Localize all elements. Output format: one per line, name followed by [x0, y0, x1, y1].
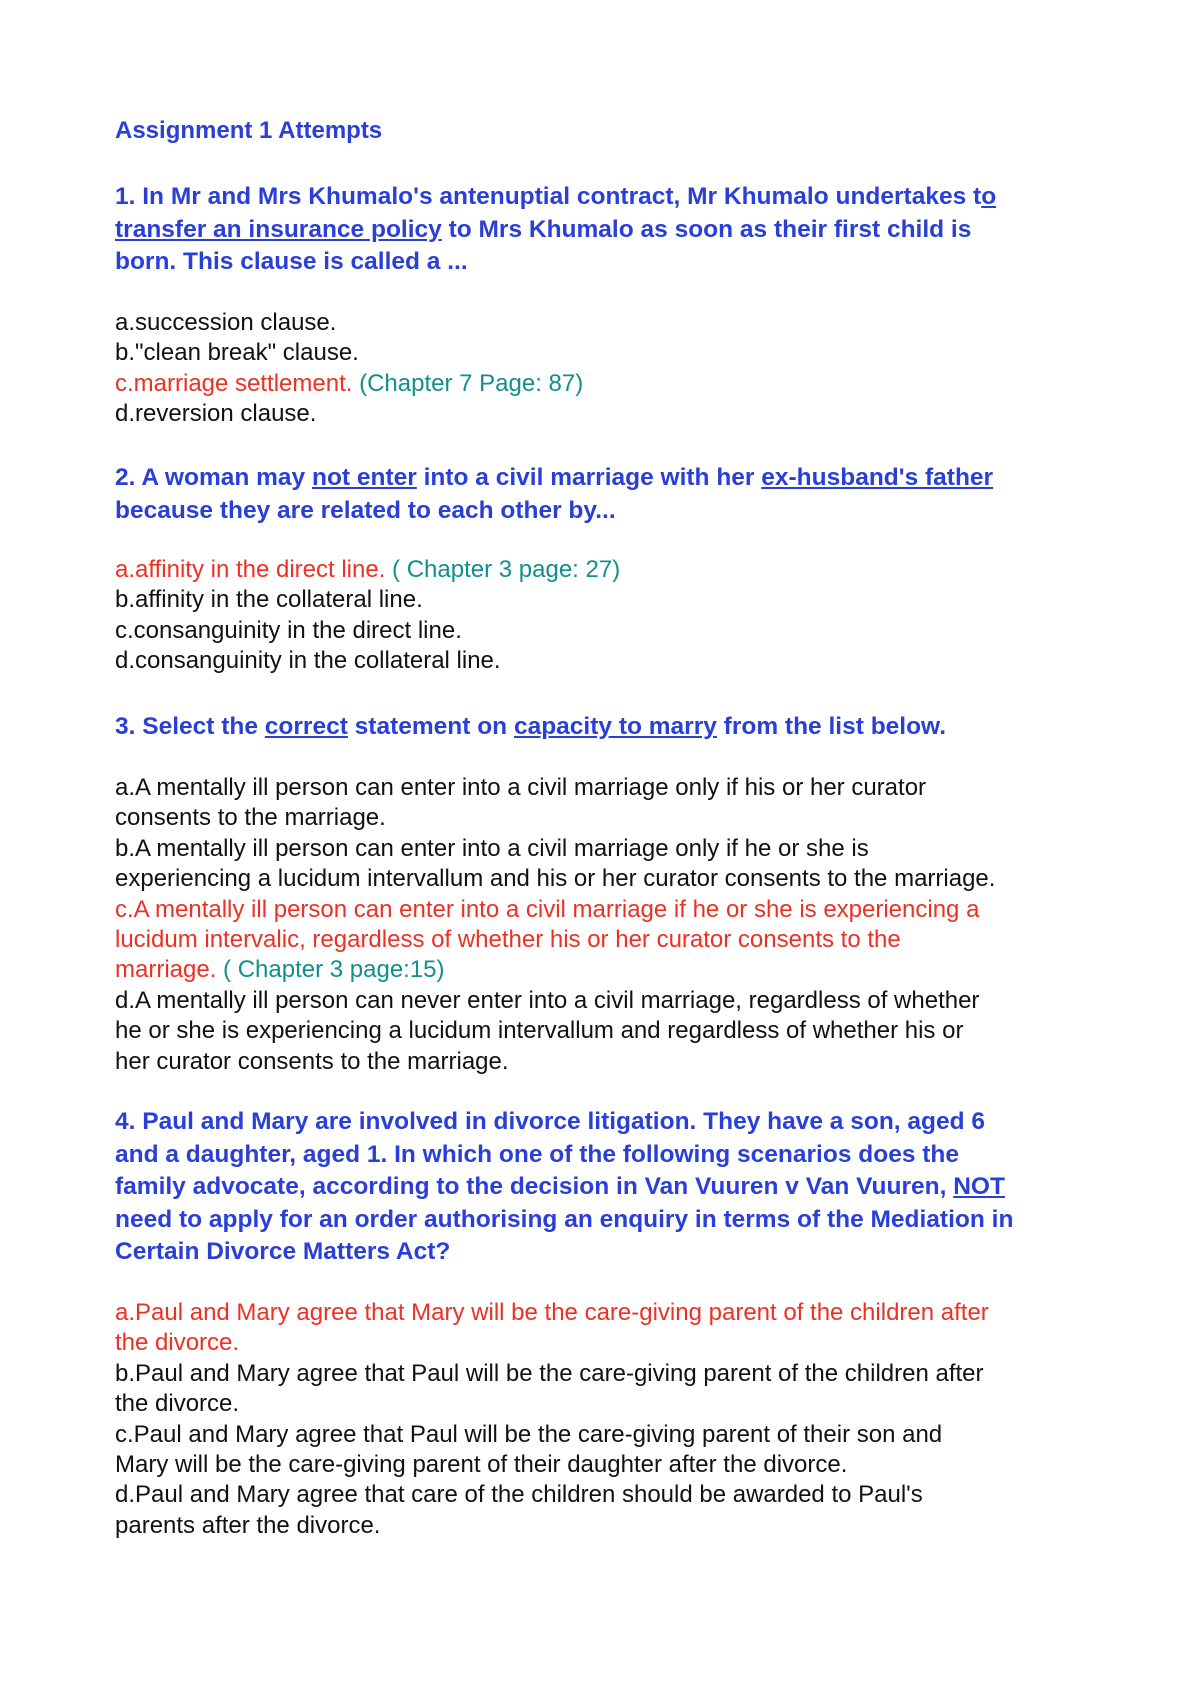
- underlined-phrase: capacity to marry: [513, 713, 717, 740]
- answer-option: [115, 399, 1115, 429]
- question-2-text: [115, 462, 1105, 527]
- chapter-reference: ( Chapter 3 page: 27): [385, 556, 621, 583]
- underlined-phrase: o: [981, 183, 997, 210]
- answer-option: [115, 308, 1115, 338]
- option-text: b.affinity in the collateral line.: [115, 586, 423, 614]
- option-text: c.Paul and Mary agree that Paul will be the care-giving parent of their son and Mary will be the care-giving parent of their daughter after the divorce.: [115, 1420, 943, 1479]
- answer-option: [115, 773, 1115, 834]
- underlined-phrase: correct: [264, 713, 348, 740]
- option-text: a.succession clause.: [115, 309, 337, 336]
- question-text-segment: from the list below.: [716, 713, 947, 740]
- chapter-reference: (Chapter 7 Page: 87): [352, 369, 584, 397]
- option-text: a.affinity in the direct line.: [115, 556, 386, 583]
- underlined-phrase: transfer an insurance policy: [115, 215, 442, 243]
- question-text-segment: need to apply for an order authorising an enquiry in terms of the Mediation in Certain Divorce Matters Act?: [115, 1205, 1014, 1265]
- answer-option: [115, 1480, 1115, 1541]
- question-text-segment: into a civil marriage with her: [416, 464, 762, 491]
- correct-answer-option: [115, 369, 1115, 399]
- question-3-options: [115, 773, 1115, 1077]
- question-text-segment: statement on: [347, 713, 514, 740]
- document-title: Assignment 1 Attempts: [115, 117, 383, 144]
- option-text: b.A mentally ill person can enter into a civil marriage only if he or she is experiencing a lucidum intervallum and his or her curator consents to the marriage.: [115, 834, 996, 893]
- question-text-segment: to Mrs Khumalo as soon as their first child is born. This clause is called a ...: [115, 215, 972, 275]
- chapter-reference: ( Chapter 3 page:15): [216, 956, 445, 984]
- option-text: d.reversion clause.: [115, 400, 317, 428]
- correct-answer-option: [115, 895, 1115, 986]
- question-4-options: [115, 1298, 1115, 1541]
- question-2-options: [115, 555, 1115, 677]
- option-text: d.consanguinity in the collateral line.: [115, 647, 501, 675]
- underlined-phrase: not enter: [311, 464, 417, 491]
- answer-option: [115, 1359, 1115, 1420]
- option-text: b.Paul and Mary agree that Paul will be the care-giving parent of the children after the divorce.: [115, 1359, 984, 1418]
- question-text-segment: 4. Paul and Mary are involved in divorce litigation. They have a son, aged 6 and a daughter, aged 1. In which one of the following scenarios does the family advocate, according to the decision in Van Vuuren v Van Vuuren,: [115, 1108, 986, 1200]
- option-text: a.Paul and Mary agree that Mary will be the care-giving parent of the children after the divorce.: [115, 1299, 989, 1357]
- underlined-phrase: ex-husband's father: [761, 464, 994, 491]
- correct-answer-option: [115, 555, 1115, 585]
- question-text-segment: 1. In Mr and Mrs Khumalo's antenuptial contract, Mr Khumalo undertakes t: [115, 183, 982, 210]
- option-text: c.consanguinity in the direct line.: [115, 616, 462, 644]
- question-text-segment: 2. A woman may: [115, 464, 312, 491]
- option-text: c.marriage settlement.: [115, 369, 353, 397]
- option-text: c.A mentally ill person can enter into a civil marriage if he or she is experiencing a lucidum intervalic, regardless of whether his or her curator consents to the marriage.: [115, 895, 980, 984]
- option-text: d.Paul and Mary agree that care of the children should be awarded to Paul's parents after the divorce.: [115, 1481, 923, 1539]
- question-text-segment: because they are related to each other by...: [115, 496, 616, 524]
- answer-option: [115, 646, 1115, 676]
- question-4-text: [115, 1106, 1105, 1269]
- answer-option: [115, 585, 1115, 615]
- underlined-phrase: NOT: [953, 1173, 1005, 1200]
- question-3-text: [115, 711, 1105, 744]
- answer-option: [115, 834, 1115, 895]
- option-text: b."clean break" clause.: [115, 339, 359, 367]
- option-text: d.A mentally ill person can never enter into a civil marriage, regardless of whether he or she is experiencing a lucidum intervallum and regardless of whether his or her curator consents to the marriage.: [115, 986, 980, 1075]
- answer-option: [115, 338, 1115, 368]
- question-1-options: [115, 308, 1115, 430]
- option-text: a.A mentally ill person can enter into a civil marriage only if his or her curator consents to the marriage.: [115, 774, 927, 832]
- answer-option: [115, 616, 1115, 646]
- question-text-segment: 3. Select the: [115, 713, 265, 740]
- correct-answer-option: [115, 1298, 1115, 1359]
- question-1-text: [115, 181, 1105, 279]
- answer-option: [115, 986, 1115, 1077]
- answer-option: [115, 1420, 1115, 1481]
